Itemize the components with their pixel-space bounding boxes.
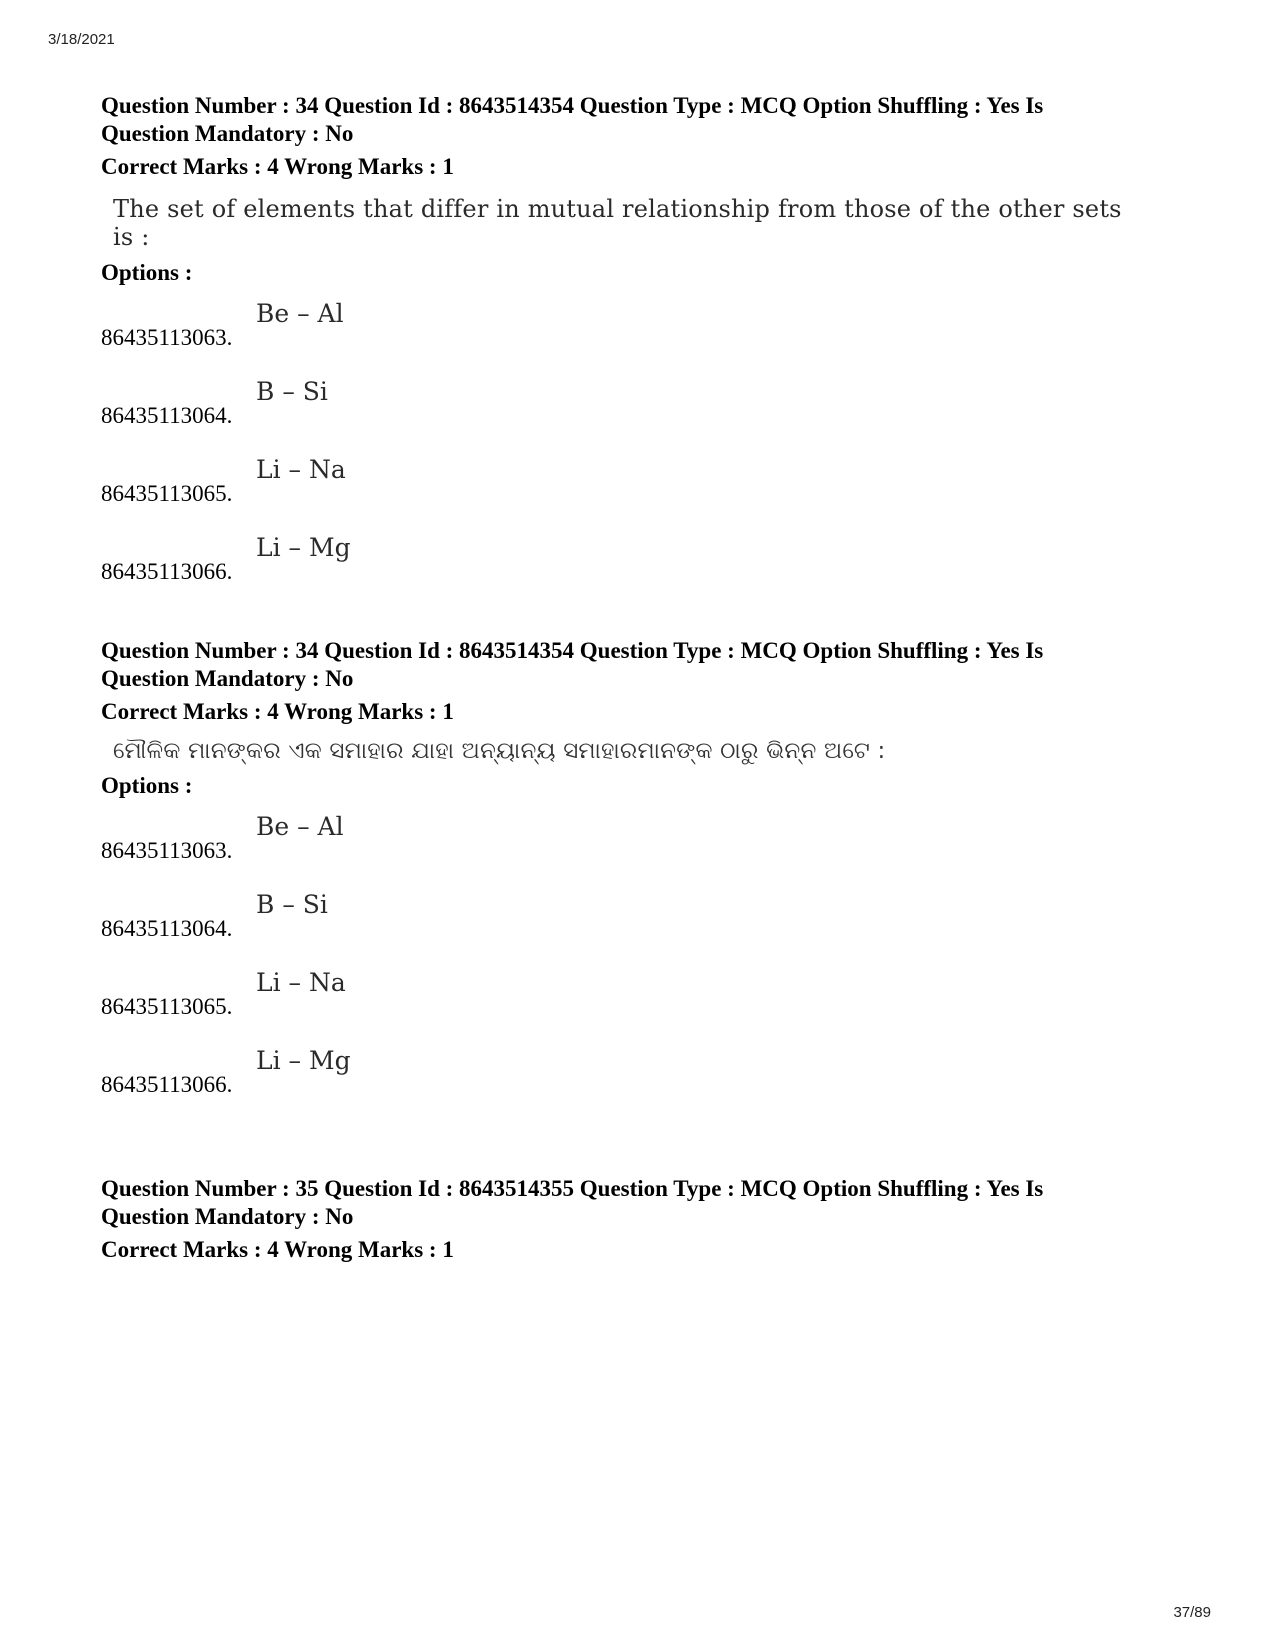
option-id: 86435113066. xyxy=(101,559,233,584)
page-date: 3/18/2021 xyxy=(48,31,115,48)
option-item xyxy=(101,1034,1141,1112)
option-id: 86435113064. xyxy=(101,403,233,428)
option-text: Be – Al xyxy=(256,812,344,841)
option-id: 86435113065. xyxy=(101,994,233,1019)
question-marks: Correct Marks : 4 Wrong Marks : 1 xyxy=(101,1237,454,1262)
option-item xyxy=(101,287,1141,365)
question-block xyxy=(101,1175,1141,1264)
option-id: 86435113064. xyxy=(101,916,233,941)
question-header-line: Question Number : 34 Question Id : 8643514354 Question Type : MCQ Option Shuffling : Yes Is xyxy=(101,93,1044,118)
options-label: Options : xyxy=(101,260,193,285)
question-header-line: Question Mandatory : No xyxy=(101,1204,354,1229)
option-item xyxy=(101,800,1141,878)
question-header-line: Question Number : 35 Question Id : 8643514355 Question Type : MCQ Option Shuffling : Yes Is xyxy=(101,1176,1044,1201)
question-header xyxy=(101,92,1141,148)
question-marks: Correct Marks : 4 Wrong Marks : 1 xyxy=(101,154,454,179)
option-item xyxy=(101,878,1141,956)
option-text: B – Si xyxy=(256,890,328,919)
option-id: 86435113066. xyxy=(101,1072,233,1097)
option-item xyxy=(101,521,1141,599)
question-header xyxy=(101,1175,1141,1231)
question-header-line: Question Mandatory : No xyxy=(101,121,354,146)
option-text: Li – Mg xyxy=(256,533,351,562)
option-id: 86435113063. xyxy=(101,325,233,350)
question-text: The set of elements that differ in mutual relationship from those of the other sets is : xyxy=(113,195,1122,251)
question-marks: Correct Marks : 4 Wrong Marks : 1 xyxy=(101,699,454,724)
option-text: Li – Na xyxy=(256,968,346,997)
option-text: Be – Al xyxy=(256,299,344,328)
question-block xyxy=(101,637,1141,1112)
option-item xyxy=(101,365,1141,443)
option-text: Li – Na xyxy=(256,455,346,484)
option-text: B – Si xyxy=(256,377,328,406)
option-item xyxy=(101,443,1141,521)
question-header-line: Question Mandatory : No xyxy=(101,666,354,691)
question-block xyxy=(101,92,1141,599)
question-header-line: Question Number : 34 Question Id : 8643514354 Question Type : MCQ Option Shuffling : Yes Is xyxy=(101,638,1044,663)
page-number: 37/89 xyxy=(1173,1604,1211,1621)
option-text: Li – Mg xyxy=(256,1046,351,1075)
question-text: ମୌଳିକ ମାନଙ୍କର ଏକ ସମାହାର ଯାହା ଅନ୍ୟାନ୍ୟ ସମାହାରମାନଙ୍କ ଠାରୁ ଭିନ୍ନ ଅଟେ : xyxy=(113,738,886,764)
option-id: 86435113063. xyxy=(101,838,233,863)
options-label: Options : xyxy=(101,773,193,798)
option-id: 86435113065. xyxy=(101,481,233,506)
question-header xyxy=(101,637,1141,693)
option-item xyxy=(101,956,1141,1034)
